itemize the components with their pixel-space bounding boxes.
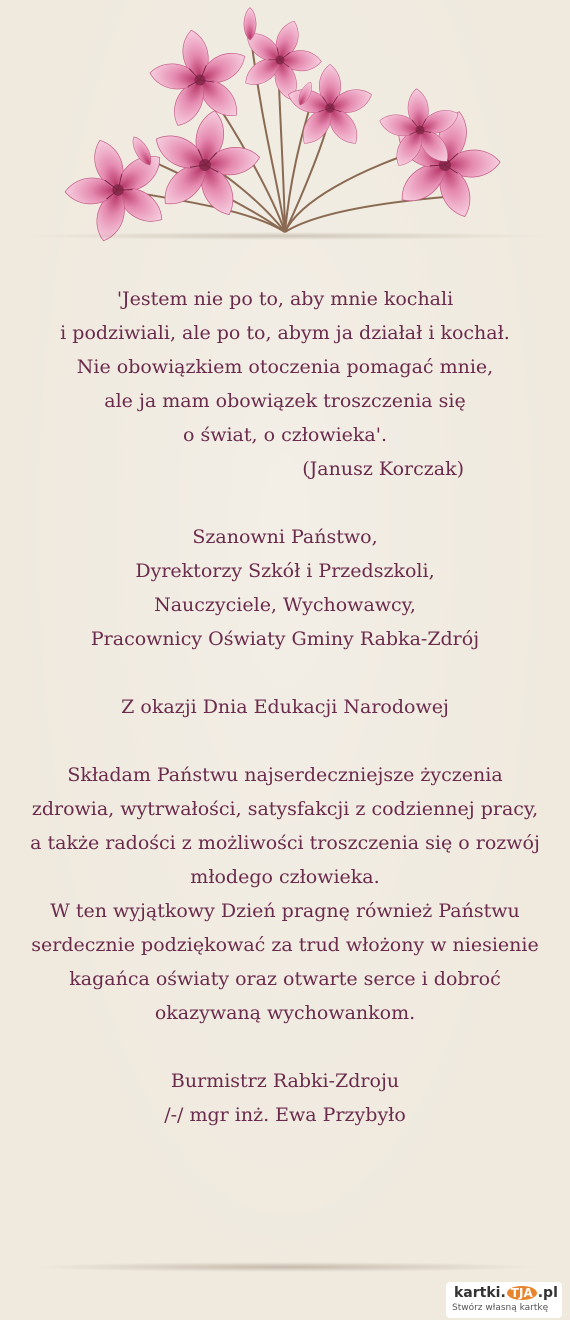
top-divider	[20, 232, 550, 240]
bottom-divider	[30, 1262, 540, 1272]
signature-line: Burmistrz Rabki-Zdroju	[170, 1070, 400, 1092]
wishes-line: kagańca oświaty oraz otwarte serce i dobroć	[69, 968, 501, 990]
flower	[140, 21, 259, 136]
quote-line: ale ja mam obowiązek troszczenia się	[104, 390, 466, 412]
card-text	[20, 282, 550, 1132]
quote-author: (Janusz Korczak)	[302, 458, 464, 480]
wishes-line: W ten wyjątkowy Dzień pragnę również Państwu	[50, 900, 520, 922]
greeting-line: Dyrektorzy Szkół i Przedszkoli,	[135, 560, 435, 582]
logo-name-a: kartki.	[454, 1285, 506, 1301]
quote-line: 'Jestem nie po to, aby mnie kochali	[116, 288, 454, 310]
wishes-line: a także radości z możliwości troszczenia się o rozwój	[30, 832, 540, 854]
logo-name-b: TJA	[507, 1286, 537, 1300]
occasion-line: Z okazji Dnia Edukacji Narodowej	[121, 696, 449, 718]
logo-name-c: .pl	[537, 1285, 558, 1301]
logo-wordmark	[454, 1285, 558, 1301]
flowers-illustration	[0, 0, 570, 260]
wishes-line: młodego człowieka.	[190, 866, 380, 888]
signature-line: /-/ mgr inż. Ewa Przybyło	[164, 1104, 406, 1126]
quote-line: i podziwiali, ale po to, abym ja działał i kochał.	[60, 322, 510, 344]
greeting-line: Pracownicy Oświaty Gminy Rabka-Zdrój	[90, 628, 480, 650]
quote-line: Nie obowiązkiem otoczenia pomagać mnie,	[76, 356, 494, 378]
flower	[285, 64, 375, 149]
wishes-line: okazywaną wychowankom.	[154, 1002, 416, 1024]
wishes-line: Składam Państwu najserdeczniejsze życzenia	[67, 764, 503, 786]
quote-line: o świat, o człowieka'.	[182, 424, 388, 446]
wishes-line: serdecznie podziękować za trud włożony w niesienie	[31, 934, 539, 956]
kartki-tja-logo[interactable]	[446, 1282, 562, 1318]
logo-tagline: Stwórz własną kartkę	[452, 1303, 549, 1313]
greeting-line: Szanowni Państwo,	[192, 526, 378, 548]
wishes-line: zdrowia, wytrwałości, satysfakcji z codziennej pracy,	[31, 798, 539, 820]
greeting-line: Nauczyciele, Wychowawcy,	[154, 594, 416, 616]
